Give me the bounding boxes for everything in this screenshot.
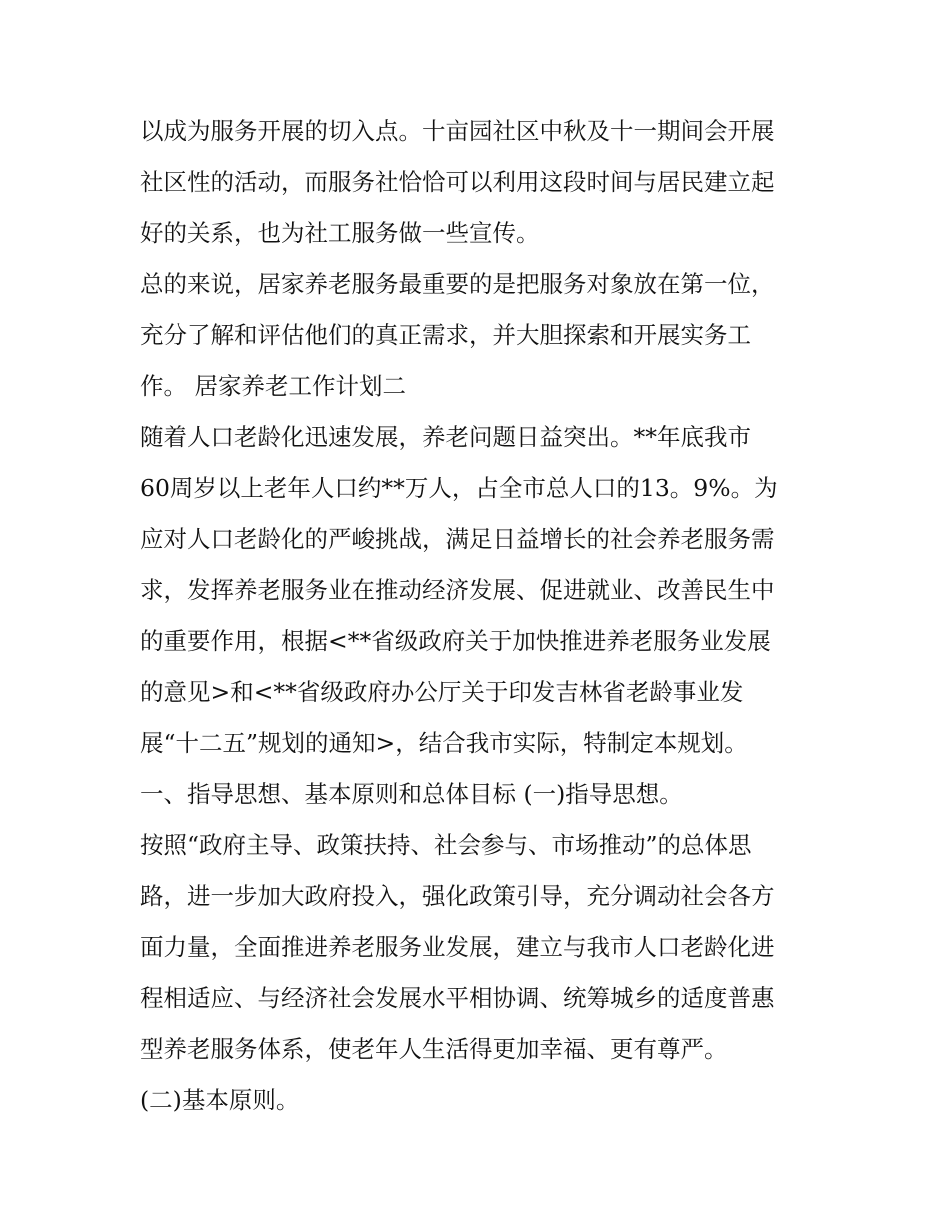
- section-heading: 一、指导思想、基本原则和总体目标 (一)指导思想。: [140, 780, 683, 808]
- text-line: 求，发挥养老服务业在推动经济发展、促进就业、改善民生中: [140, 576, 775, 604]
- text-line: 充分了解和评估他们的真正需求，并大胆探索和开展实务工: [140, 321, 751, 349]
- text-line: 总的来说，居家养老服务最重要的是把服务对象放在第一位，: [140, 270, 775, 298]
- text-line: 程相适应、与经济社会发展水平相协调、统筹城乡的适度普惠: [140, 984, 775, 1012]
- section-heading: (二)基本原则。: [140, 1086, 300, 1114]
- text-line: 按照“政府主导、政策扶持、社会参与、市场推动”的总体思: [140, 831, 752, 859]
- text-line: 展“十二五”规划的通知>，结合我市实际，特制定本规划。: [140, 729, 748, 757]
- text-line: 的重要作用，根据<**省级政府关于加快推进养老服务业发展: [140, 627, 771, 655]
- text-line: 好的关系，也为社工服务做一些宣传。: [140, 219, 540, 247]
- text-line: 以成为服务开展的切入点。十亩园社区中秋及十一期间会开展: [140, 117, 775, 145]
- text-line: 作。 居家养老工作计划二: [140, 372, 406, 400]
- text-line: 应对人口老龄化的严峻挑战，满足日益增长的社会养老服务需: [140, 525, 775, 553]
- body-text: [140, 106, 820, 1126]
- text-line: 社区性的活动，而服务社恰恰可以利用这段时间与居民建立起: [140, 168, 775, 196]
- text-line: 60周岁以上老年人口约**万人，占全市总人口的13。9%。为: [140, 474, 778, 502]
- text-line: 随着人口老龄化迅速发展，养老问题日益突出。**年底我市: [140, 423, 751, 451]
- text-line: 路，进一步加大政府投入，强化政策引导，充分调动社会各方: [140, 882, 775, 910]
- text-line: 面力量，全面推进养老服务业发展，建立与我市人口老龄化进: [140, 933, 775, 961]
- text-line: 的意见>和<**省级政府办公厅关于印发吉林省老龄事业发: [140, 678, 744, 706]
- text-line: 型养老服务体系，使老年人生活得更加幸福、更有尊严。: [140, 1035, 728, 1063]
